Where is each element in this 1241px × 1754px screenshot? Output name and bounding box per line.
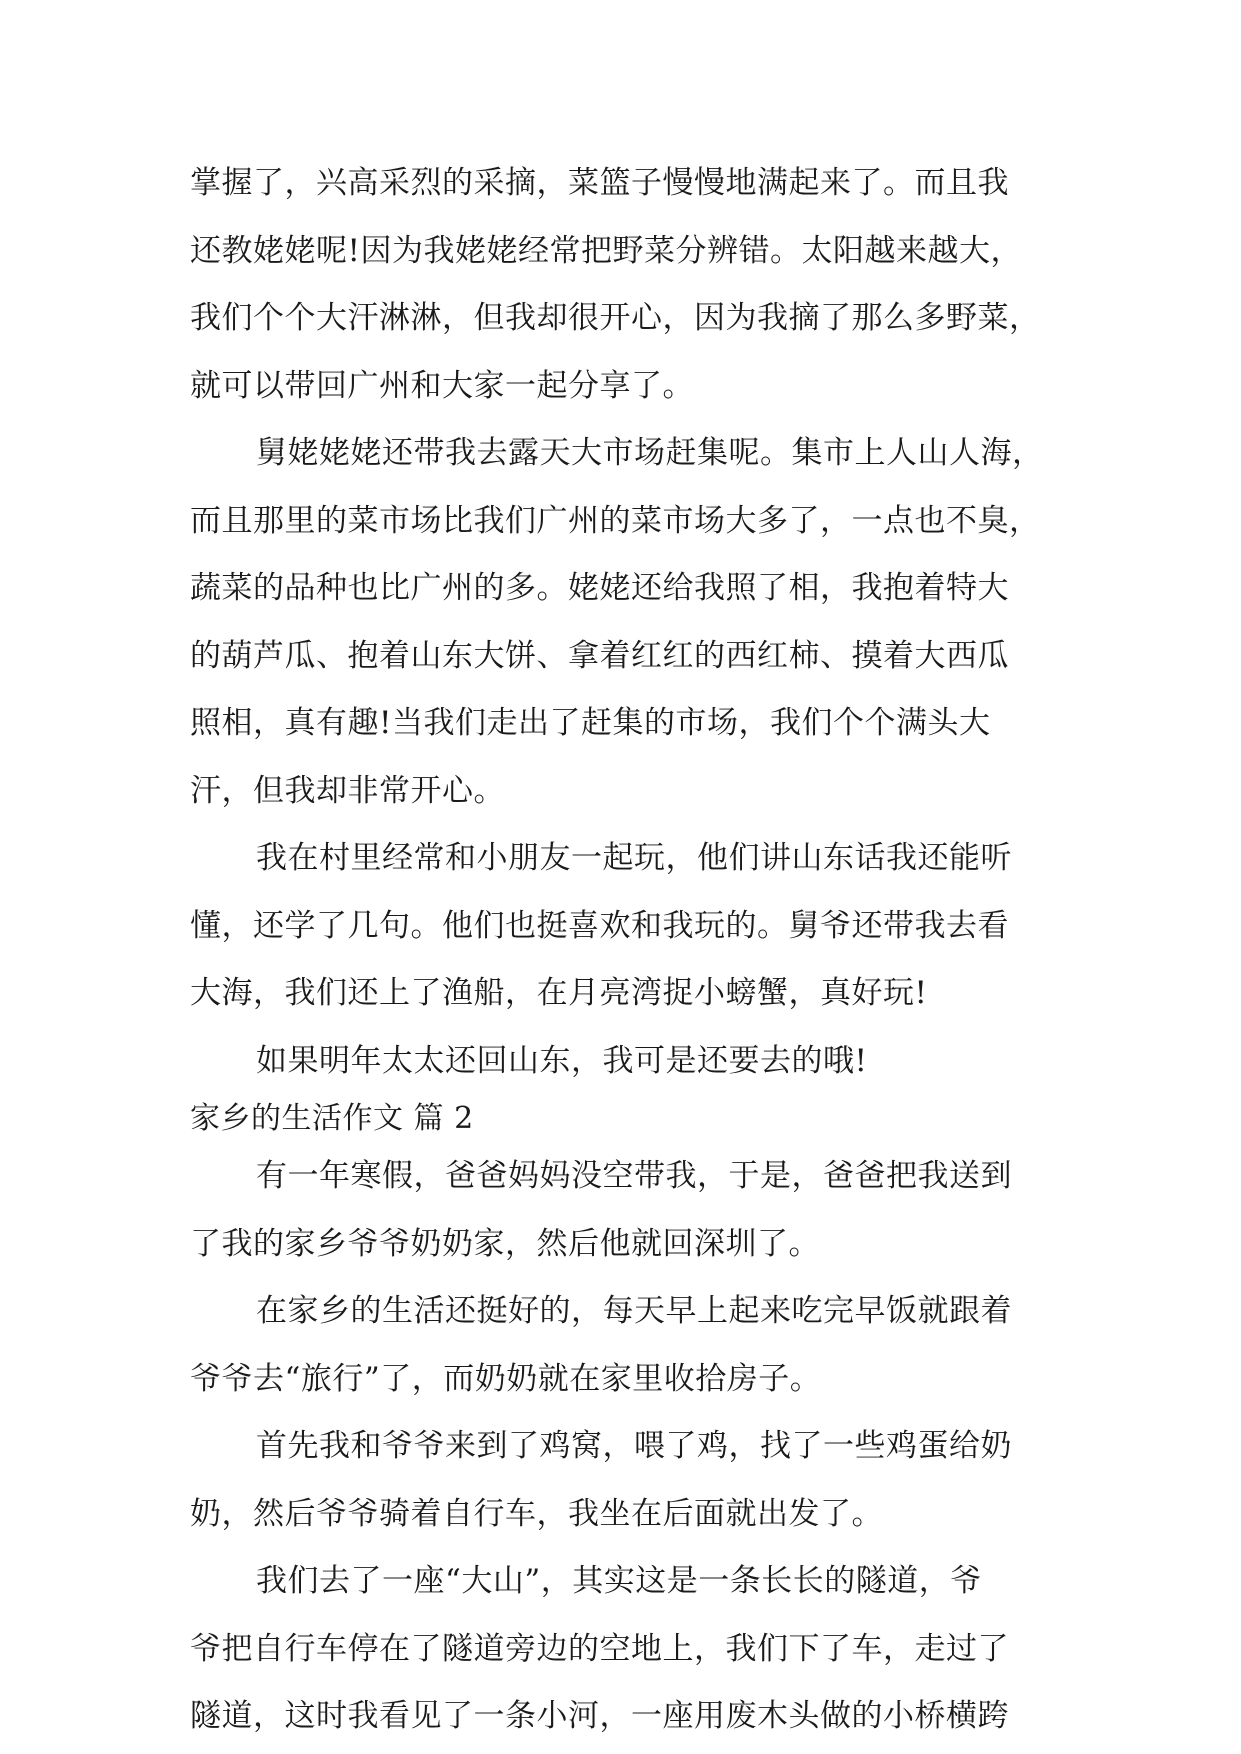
section-heading: 家乡的生活作文 篇 2 [190, 1101, 474, 1136]
paragraph-first-line: 在家乡的生活还挺好的，每天早上起来吃完早饭就跟着 [256, 1293, 1012, 1329]
text-line: 照相，真有趣!当我们走出了赶集的市场，我们个个满头大 [190, 705, 991, 741]
text-line: 我们个个大汗淋淋，但我却很开心，因为我摘了那么多野菜， [190, 300, 1041, 336]
text-line: 蔬菜的品种也比广州的多。姥姥还给我照了相，我抱着特大 [190, 570, 1009, 606]
text-line: 爷爷去“旅行”了，而奶奶就在家里收拾房子。 [190, 1360, 822, 1397]
text-line: 爷把自行车停在了隧道旁边的空地上，我们下了车，走过了 [190, 1630, 1009, 1667]
text-line: 而且那里的菜市场比我们广州的菜市场大多了，一点也不臭， [190, 502, 1041, 539]
text-line: 还教姥姥呢!因为我姥姥经常把野菜分辨错。太阳越来越大， [190, 232, 1022, 269]
paragraph-first-line: 首先我和爷爷来到了鸡窝，喂了鸡，找了一些鸡蛋给奶 [256, 1428, 1012, 1464]
text-line: 隧道，这时我看见了一条小河，一座用废木头做的小桥横跨 [190, 1698, 1009, 1734]
document-body [190, 150, 1070, 1751]
paragraph-first-line: 我们去了一座“大山”，其实这是一条长长的隧道，爷 [256, 1563, 982, 1599]
text-line: 就可以带回广州和大家一起分享了。 [190, 367, 694, 404]
text-line: 奶，然后爷爷骑着自行车，我坐在后面就出发了。 [190, 1495, 883, 1532]
text-line: 的葫芦瓜、抱着山东大饼、拿着红红的西红柿、摸着大西瓜 [190, 637, 1009, 674]
text-line: 懂，还学了几句。他们也挺喜欢和我玩的。舅爷还带我去看 [190, 907, 1009, 944]
text-line: 大海，我们还上了渔船，在月亮湾捉小螃蟹，真好玩! [190, 975, 928, 1011]
paragraph-first-line: 有一年寒假，爸爸妈妈没空带我，于是，爸爸把我送到 [256, 1158, 1012, 1194]
paragraph-first-line: 我在村里经常和小朋友一起玩，他们讲山东话我还能听 [256, 840, 1012, 876]
text-line: 汗，但我却非常开心。 [190, 772, 505, 809]
text-line: 了我的家乡爷爷奶奶家，然后他就回深圳了。 [190, 1225, 820, 1262]
paragraph-first-line: 如果明年太太还回山东，我可是还要去的哦! [256, 1042, 868, 1079]
paragraph-first-line: 舅姥姥姥还带我去露天大市场赶集呢。集市上人山人海， [256, 435, 1044, 471]
text-line: 掌握了，兴高采烈的采摘，菜篮子慢慢地满起来了。而且我 [190, 165, 1009, 201]
